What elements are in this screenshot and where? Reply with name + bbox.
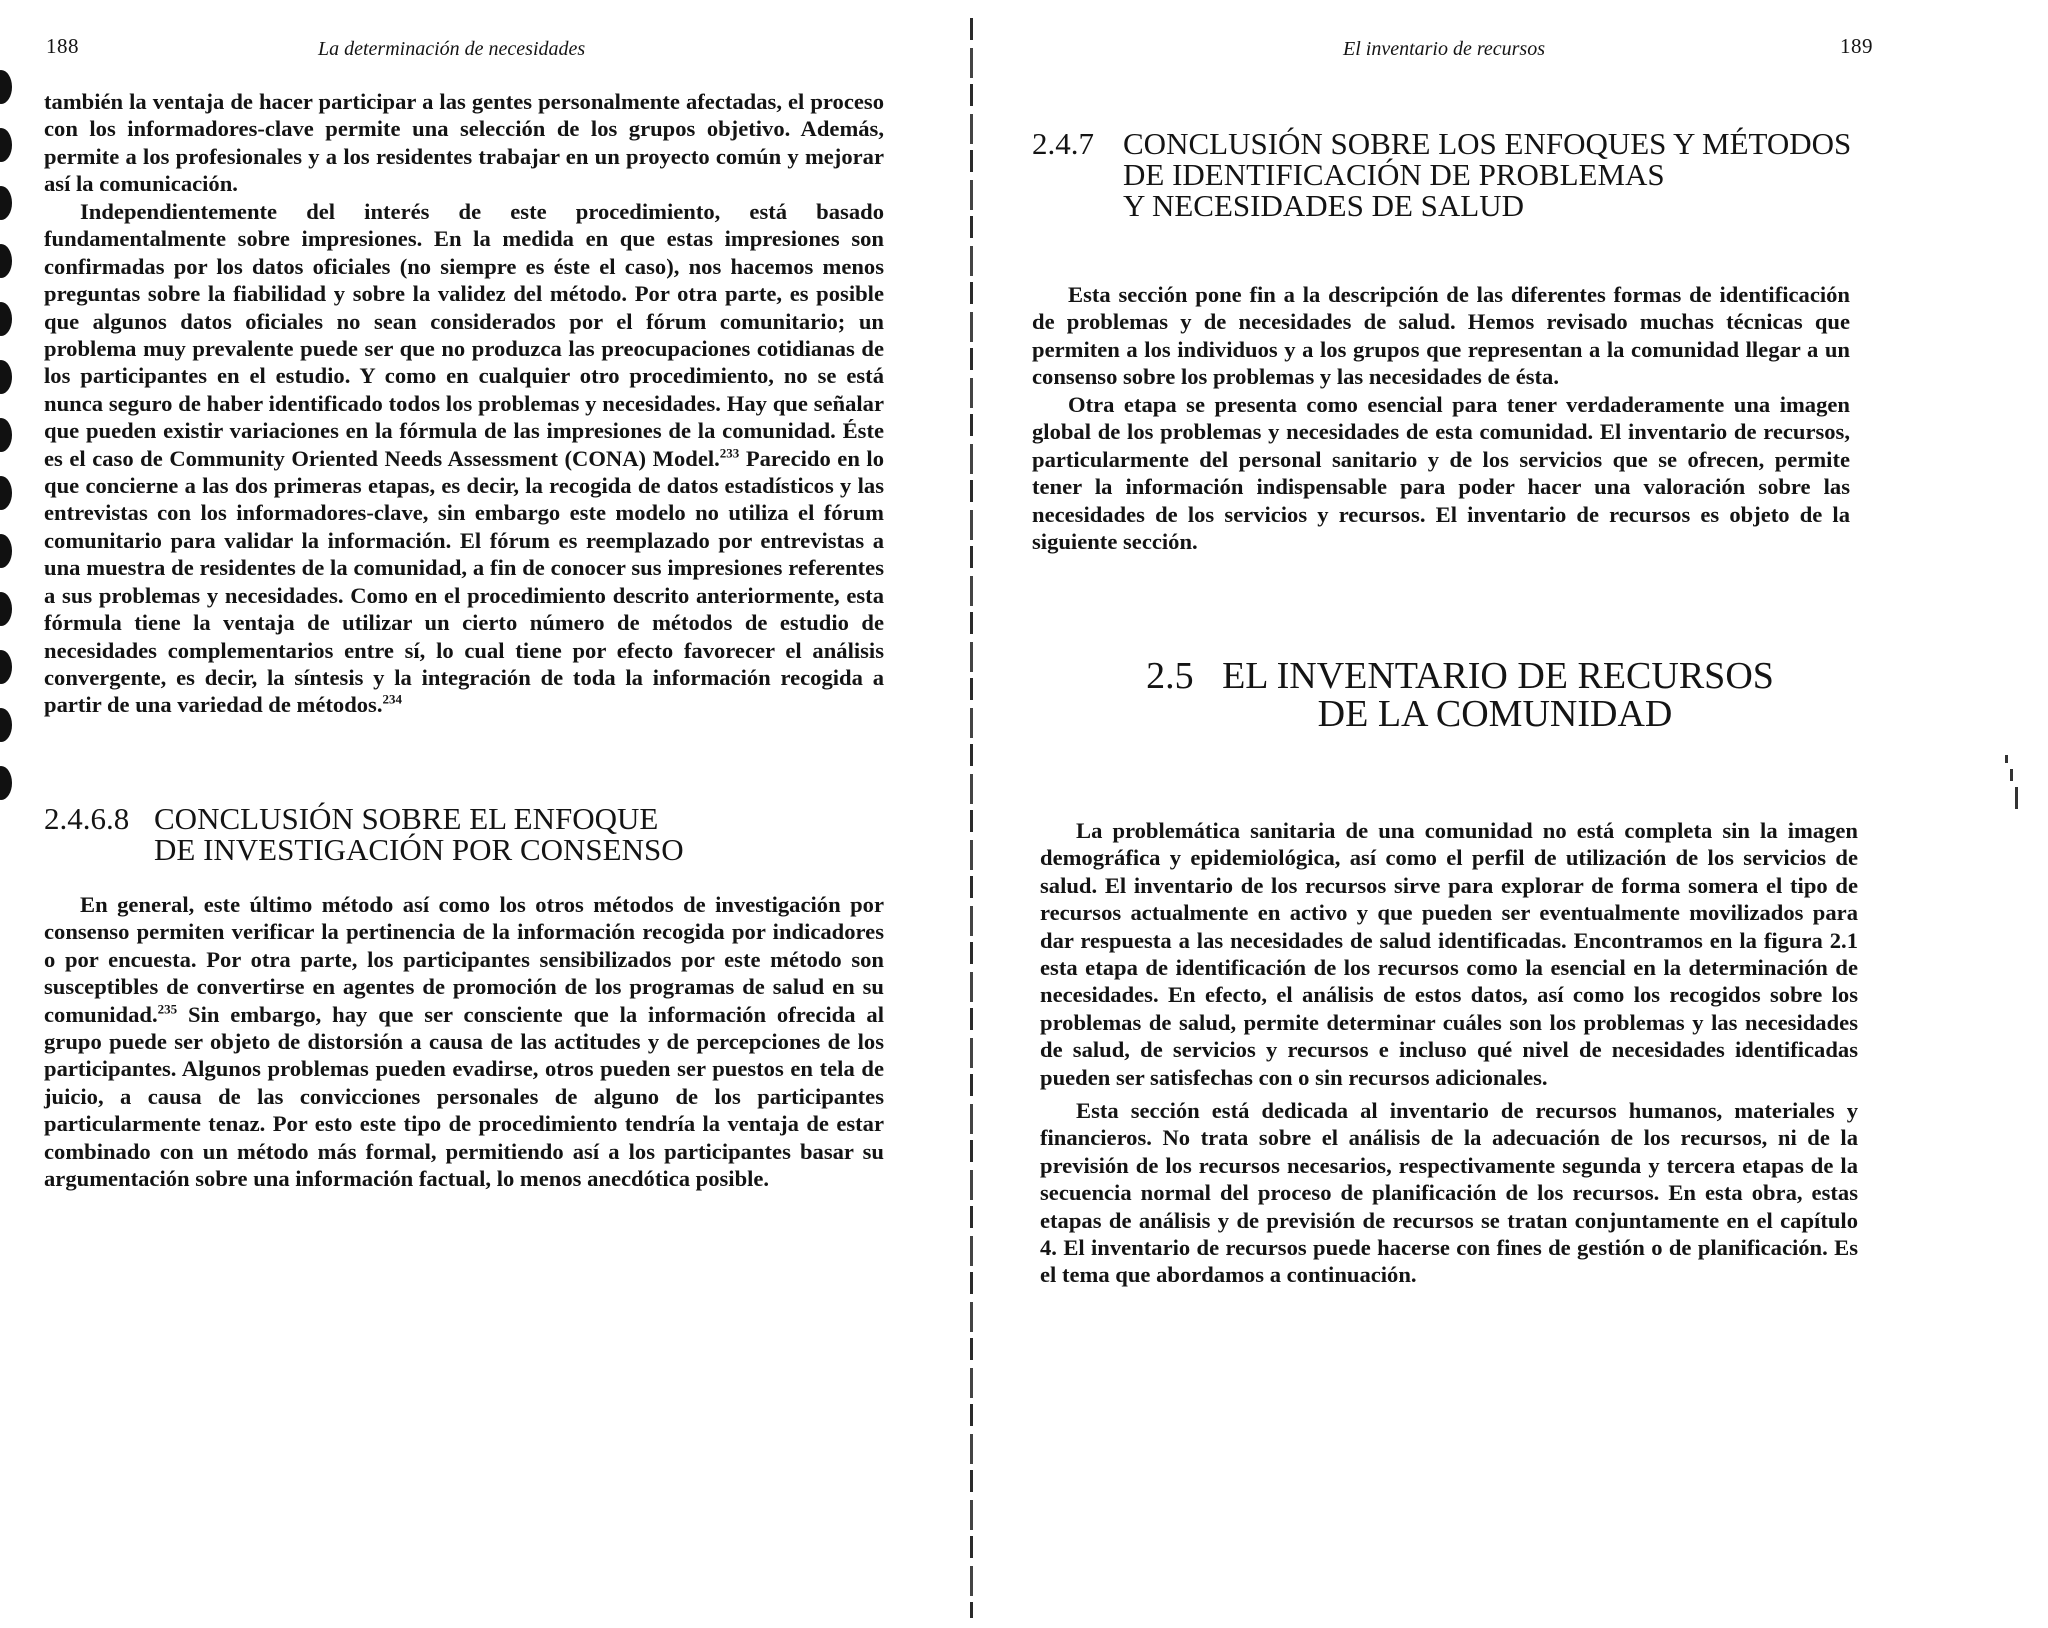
running-head: La determinación de necesidades	[318, 38, 586, 60]
section-title-line: CONCLUSIÓN SOBRE EL ENFOQUE	[154, 801, 659, 836]
left-page	[0, 0, 970, 1628]
body-paragraph: Esta sección está dedicada al inventario de recursos humanos, materiales y financieros. No trata sobre el análisis de la adecuación de los recursos, ni de la previsión de los recursos necesarios, respectivamente segunda y tercera etapas de la secuencia normal del proceso de planificación de los recursos. En esta obra, estas etapas de análisis y de previsión de recursos se tratan conjuntamente en el capítulo 4. El inventario de recursos puede hacerse con fines de gestión o de planificación. Es el tema que abordamos a continuación.	[1040, 1098, 1858, 1288]
page-number: 189	[1840, 34, 1873, 58]
binding-hole	[0, 360, 12, 394]
running-head: El inventario de recursos	[1343, 38, 1546, 60]
scan-speck	[2010, 769, 2013, 781]
binding-hole	[0, 70, 12, 104]
section-number: 2.4.7	[1032, 126, 1094, 161]
binding-hole	[0, 650, 12, 684]
binding-hole	[0, 418, 12, 452]
section-heading	[1032, 128, 1932, 221]
section-title-line: DE IDENTIFICACIÓN DE PROBLEMAS	[1123, 157, 1665, 192]
paragraph-text: En general, este último método así como los otros métodos de investigación por consenso permiten verificar la pertinencia de la información recogida por indicadores o por encuesta. Por otra parte, los participantes sensibilizados por este método son susceptibles de convertirse en agentes de promoción de los programas de salud en su comunidad.	[44, 892, 884, 1027]
section-title-line: DE LA COMUNIDAD	[1317, 693, 1673, 735]
binding-hole	[0, 128, 12, 162]
binding-hole	[0, 592, 12, 626]
body-paragraph	[44, 88, 884, 198]
body-paragraph: Esta sección pone fin a la descripción de las diferentes formas de identificación de problemas y de necesidades de salud. Hemos revisado muchas técnicas que permiten a los individuos y a los grupos que representan a la comunidad llegar a un consenso sobre los problemas y las necesidades de ésta.	[1032, 282, 1850, 390]
section-title-line: CONCLUSIÓN SOBRE LOS ENFOQUES Y MÉTODOS	[1123, 126, 1852, 161]
section-title: EL INVENTARIO DE RECURSOS	[1222, 655, 1774, 697]
section-title-line: Y NECESIDADES DE SALUD	[1123, 188, 1524, 223]
chapter-section-heading	[1100, 657, 1820, 733]
right-page	[980, 0, 2048, 1628]
binding-hole	[0, 302, 12, 336]
binding-hole	[0, 534, 12, 568]
binding-hole	[0, 476, 12, 510]
body-paragraph: La problemática sanitaria de una comunidad no está completa sin la imagen demográfica y epidemiológica, así como el perfil de utilización de los servicios de salud. El inventario de los recursos sirve para explorar de forma somera el tipo de recursos actualmente en activo y que pueden ser eventualmente movilizados para dar respuesta a las necesidades de salud identificadas. Encontramos en la figura 2.1 esta etapa de identificación de los recursos como la esencial en la determinación de necesidades. En efecto, el análisis de estos datos, así como los recogidos sobre los problemas de salud, permite determinar cuáles son los problemas y las necesidades de salud, de servicios y recursos e incluso qué nivel de necesidades identificadas pueden ser satisfechas con o sin recursos adicionales.	[1040, 818, 1858, 1090]
binding-holes	[0, 70, 14, 790]
body-paragraph	[44, 891, 884, 1192]
book-gutter	[970, 18, 973, 1618]
paragraph-text: también la ventaja de hacer participar a las gentes personalmente afectadas, el proceso con los informadores-clave permite una selección de los grupos objetivo. Además, permite a los profesionales y a los residentes trabajar en un proyecto común y mejorar así la comunicación.	[44, 89, 884, 197]
binding-hole	[0, 244, 12, 278]
body-paragraph	[44, 198, 884, 719]
footnote-ref: 234	[382, 691, 402, 707]
section-heading	[44, 803, 904, 865]
paragraph-text: Independientemente del interés de este procedimiento, está basado fundamentalmente sobre impresiones. En la medida en que estas impresiones son confirmadas por los datos oficiales (no siempre es éste el caso), nos hacemos menos preguntas sobre la fiabilidad y sobre la validez del método. Por otra parte, es posible que algunos datos oficiales no sean considerados por el fórum comunitario; un problema muy prevalente puede ser que no produzca las preocupaciones cotidianas de los participantes en el estudio. Y como en cualquier otro procedimiento, no se está nunca seguro de haber identificado todos los problemas y necesidades. Hay que señalar que pueden existir variaciones en la fórmula de las impresiones de la comunidad. Éste es el caso de Community Oriented Needs Assessment (CONA) Model.	[44, 199, 884, 471]
paragraph-text: Parecido en lo que concierne a las dos primeras etapas, es decir, la recogida de datos estadísticos y las entrevistas con los informadores-clave, sin embargo este modelo no utiliza el fórum comunitario para validar la información. El fórum es reemplazado por entrevistas a una muestra de residentes de la comunidad, a fin de conocer sus impresiones referentes a sus problemas y necesidades. Como en el procedimiento descrito anteriormente, esta fórmula tiene la ventaja de utilizar un cierto número de métodos de estudio de necesidades complementarios entre sí, lo cual tiene por efecto favorecer el análisis convergente, es decir, la síntesis y la integración de toda la información recogida a partir de una variedad de métodos.	[44, 445, 884, 718]
section-number: 2.4.6.8	[44, 801, 130, 836]
paragraph-text: Sin embargo, hay que ser consciente que la información ofrecida al grupo puede ser objeto de distorsión a causa de las actitudes y de percepciones de los participantes. Algunos problemas pueden evadirse, otros pueden ser puestos en tela de juicio, a causa de las convicciones personales de alguno de los participantes particularmente tenaz. Por esto este tipo de procedimiento tendría la ventaja de estar combinado con un método más formal, permitiendo así a los participantes basar su argumentación sobre una información factual, lo menos anecdótica posible.	[44, 1001, 884, 1192]
section-title-line: DE INVESTIGACIÓN POR CONSENSO	[154, 832, 684, 867]
scan-speck	[2015, 787, 2018, 809]
section-number: 2.5	[1146, 655, 1194, 697]
binding-hole	[0, 708, 12, 742]
binding-hole	[0, 766, 12, 800]
binding-hole	[0, 186, 12, 220]
scan-speck	[2005, 755, 2008, 763]
footnote-ref: 233	[719, 445, 740, 461]
page-number: 188	[46, 34, 79, 58]
section-title-line	[1100, 657, 1820, 695]
scan-specks	[2005, 755, 2023, 815]
body-paragraph: Otra etapa se presenta como esencial para tener verdaderamente una imagen global de los problemas y necesidades de esta comunidad. El inventario de recursos, particularmente del personal sanitario y de los servicios que se ofrecen, permite tener la información indispensable para poder hacer una valoración sobre las necesidades de los servicios y recursos. El inventario de recursos es objeto de la siguiente sección.	[1032, 392, 1850, 555]
footnote-ref: 235	[157, 1001, 178, 1017]
